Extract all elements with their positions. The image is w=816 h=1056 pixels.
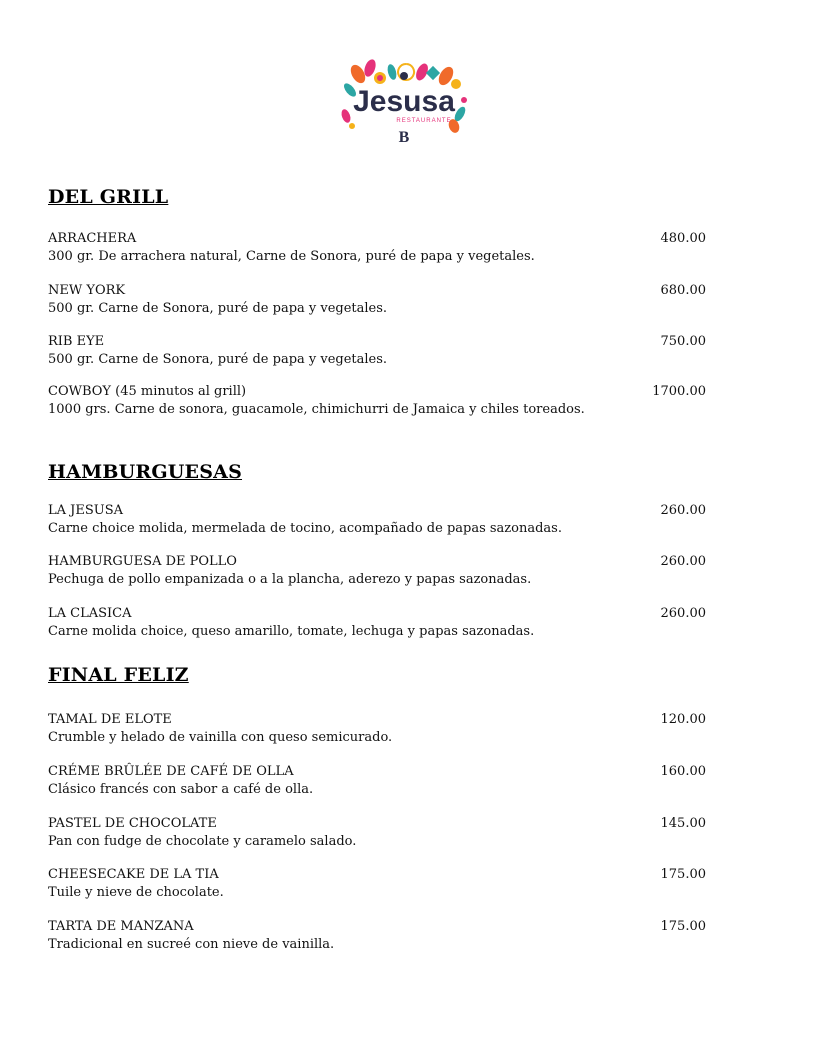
item-price: 480.00 bbox=[660, 231, 706, 246]
item-price: 175.00 bbox=[660, 867, 706, 882]
item-price: 1700.00 bbox=[652, 384, 706, 399]
item-description: Clásico francés con sabor a café de olla. bbox=[48, 782, 314, 797]
item-description: 500 gr. Carne de Sonora, puré de papa y vegetales. bbox=[48, 301, 388, 316]
logo-tagline-text: RESTAURANTE bbox=[396, 118, 452, 124]
item-description: 1000 grs. Carne de sonora, guacamole, chimichurri de Jamaica y chiles toreados. bbox=[48, 402, 585, 417]
item-name: TAMAL DE ELOTE bbox=[48, 712, 172, 727]
menu-item bbox=[48, 282, 706, 318]
item-name: PASTEL DE CHOCOLATE bbox=[48, 816, 217, 831]
item-price: 260.00 bbox=[660, 554, 706, 569]
item-description: Pan con fudge de chocolate y caramelo salado. bbox=[48, 834, 357, 849]
menu-item bbox=[48, 502, 706, 538]
section-title-final-feliz: FINAL FELIZ bbox=[48, 664, 189, 686]
item-description: Tradicional en sucreé con nieve de vainilla. bbox=[48, 937, 335, 952]
menu-item bbox=[48, 918, 706, 954]
menu-item bbox=[48, 763, 706, 799]
item-name: LA CLASICA bbox=[48, 606, 132, 621]
item-price: 260.00 bbox=[660, 606, 706, 621]
menu-item bbox=[48, 553, 706, 589]
item-description: Crumble y helado de vainilla con queso semicurado. bbox=[48, 730, 393, 745]
item-price: 160.00 bbox=[660, 764, 706, 779]
logo-brand-text: Jesusa bbox=[353, 85, 455, 118]
menu-item bbox=[48, 230, 706, 266]
item-name: CHEESECAKE DE LA TIA bbox=[48, 867, 219, 882]
item-name: NEW YORK bbox=[48, 283, 126, 298]
item-name: HAMBURGUESA DE POLLO bbox=[48, 554, 237, 569]
item-name: CRÉME BRÛLÉE DE CAFÉ DE OLLA bbox=[48, 764, 294, 779]
jesusa-logo-icon bbox=[336, 54, 472, 148]
item-description: Carne molida choice, queso amarillo, tomate, lechuga y papas sazonadas. bbox=[48, 624, 535, 639]
item-price: 175.00 bbox=[660, 919, 706, 934]
item-price: 750.00 bbox=[660, 334, 706, 349]
menu-item bbox=[48, 866, 706, 902]
menu-item bbox=[48, 333, 706, 369]
item-price: 120.00 bbox=[660, 712, 706, 727]
section-title-del-grill: DEL GRILL bbox=[48, 186, 169, 208]
section-title-hamburguesas: HAMBURGUESAS bbox=[48, 461, 243, 483]
item-description: Carne choice molida, mermelada de tocino, acompañado de papas sazonadas. bbox=[48, 521, 562, 536]
item-name: ARRACHERA bbox=[48, 231, 137, 246]
item-name: RIB EYE bbox=[48, 334, 105, 349]
item-price: 680.00 bbox=[660, 283, 706, 298]
item-name: COWBOY (45 minutos al grill) bbox=[48, 384, 247, 399]
item-name: TARTA DE MANZANA bbox=[48, 919, 194, 934]
logo-monogram-text: B bbox=[398, 129, 410, 146]
item-description: Tuile y nieve de chocolate. bbox=[48, 885, 224, 900]
item-description: 300 gr. De arrachera natural, Carne de Sonora, puré de papa y vegetales. bbox=[48, 249, 535, 264]
menu-item bbox=[48, 711, 706, 747]
item-name: LA JESUSA bbox=[48, 503, 124, 518]
item-description: Pechuga de pollo empanizada o a la plancha, aderezo y papas sazonadas. bbox=[48, 572, 532, 587]
restaurant-logo bbox=[336, 54, 472, 148]
item-price: 260.00 bbox=[660, 503, 706, 518]
menu-item bbox=[48, 815, 706, 851]
item-description: 500 gr. Carne de Sonora, puré de papa y vegetales. bbox=[48, 352, 388, 367]
item-price: 145.00 bbox=[660, 816, 706, 831]
menu-item bbox=[48, 605, 706, 641]
menu-item bbox=[48, 383, 706, 419]
